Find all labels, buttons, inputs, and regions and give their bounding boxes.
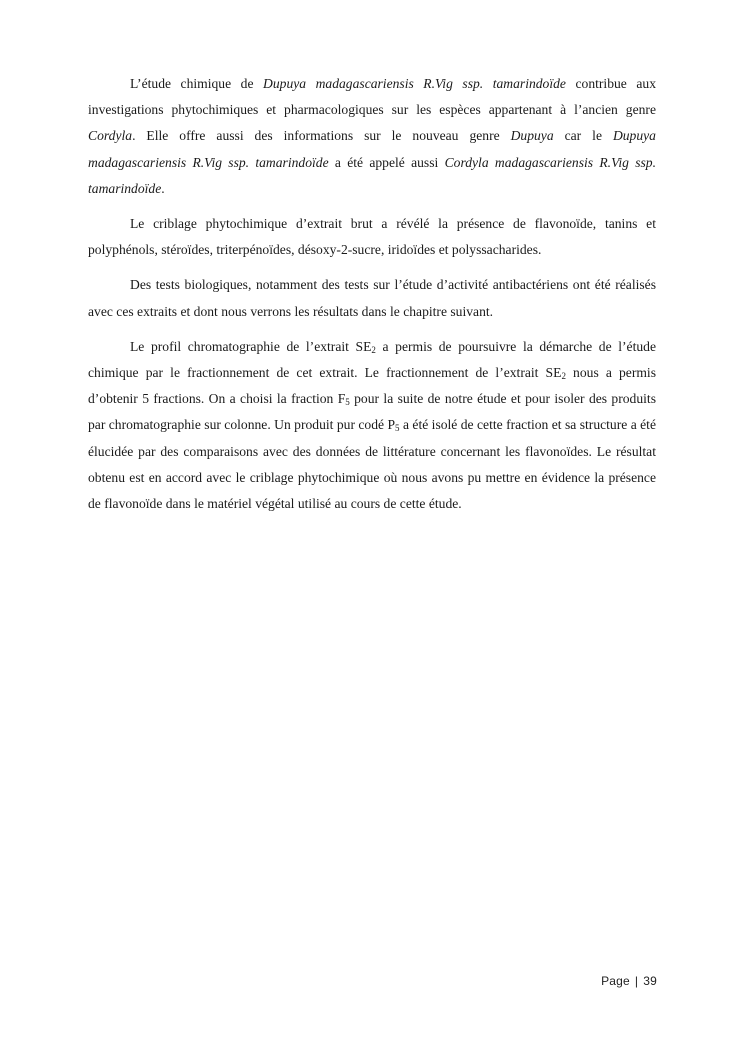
text-run: .	[161, 180, 165, 196]
page-number: 39	[643, 974, 657, 988]
italic-term: Cordyla madagascariensis R.Vig ssp. tamarindoïde	[88, 154, 656, 196]
text-run: car le	[553, 128, 613, 144]
footer-separator: |	[634, 974, 639, 988]
text-run: L’étude chimique de	[130, 76, 264, 91]
subscript: 2	[371, 344, 376, 355]
text-run: Le profil chromatographie de l’extrait SE	[130, 338, 372, 354]
text-run: nous a permis d’obtenir 5 fractions. On a choisi la fraction F	[88, 365, 656, 407]
text-run: Des tests biologiques, notamment des tests sur l’étude d’activité antibactériens ont été réalisés avec ces extraits et dont nous verrons les résultats dans le chapitre suivant.	[88, 277, 656, 319]
text-run: a été appelé aussi	[328, 154, 445, 170]
text-run: contribue aux investigations phytochimiques et pharmacologiques sur les espèces appartenant à l’ancien genre	[88, 76, 656, 118]
text-run: pour la suite de notre étude et pour isoler des produits par chromatographie sur colonne. Un produit pur codé P	[88, 391, 656, 433]
paragraph-biological-tests	[88, 272, 656, 324]
italic-term: Dupuya	[510, 128, 554, 144]
page-label: Page	[601, 974, 630, 988]
text-run: a été isolé de cette fraction et sa structure a été élucidée par des comparaisons avec des données de littérature concernant les flavonoïdes. Le résultat obtenu est en accord avec le criblage phytochimique où nous avons pu mettre en évidence la présence de flavonoïde dans le matériel végétal utilisé au cours de cette étude.	[88, 417, 656, 512]
italic-term: Dupuya madagascariensis R.Vig ssp. tamarindoïde	[88, 128, 656, 170]
italic-term: Dupuya madagascariensis R.Vig ssp. tamarindoïde	[263, 76, 566, 91]
paragraph-screening	[88, 211, 656, 263]
italic-term: Cordyla	[88, 128, 133, 144]
paragraph-intro	[88, 71, 656, 202]
text-run: . Elle offre aussi des informations sur le nouveau genre	[132, 128, 511, 144]
subscript: 2	[561, 371, 566, 382]
subscript: 5	[345, 397, 350, 408]
paragraph-chromatography	[88, 334, 656, 517]
text-run: Le criblage phytochimique d’extrait brut a révélé la présence de flavonoïde, tanins et polyphénols, stéroïdes, triterpénoïdes, désoxy-2-sucre, iridoïdes et polyssacharides.	[88, 216, 656, 258]
body-text	[88, 71, 656, 526]
subscript: 5	[395, 423, 400, 434]
page-footer	[601, 974, 657, 988]
text-run: a permis de poursuivre la démarche de l’étude chimique par le fractionnement de cet extrait. Le fractionnement de l’extrait SE	[88, 338, 656, 381]
